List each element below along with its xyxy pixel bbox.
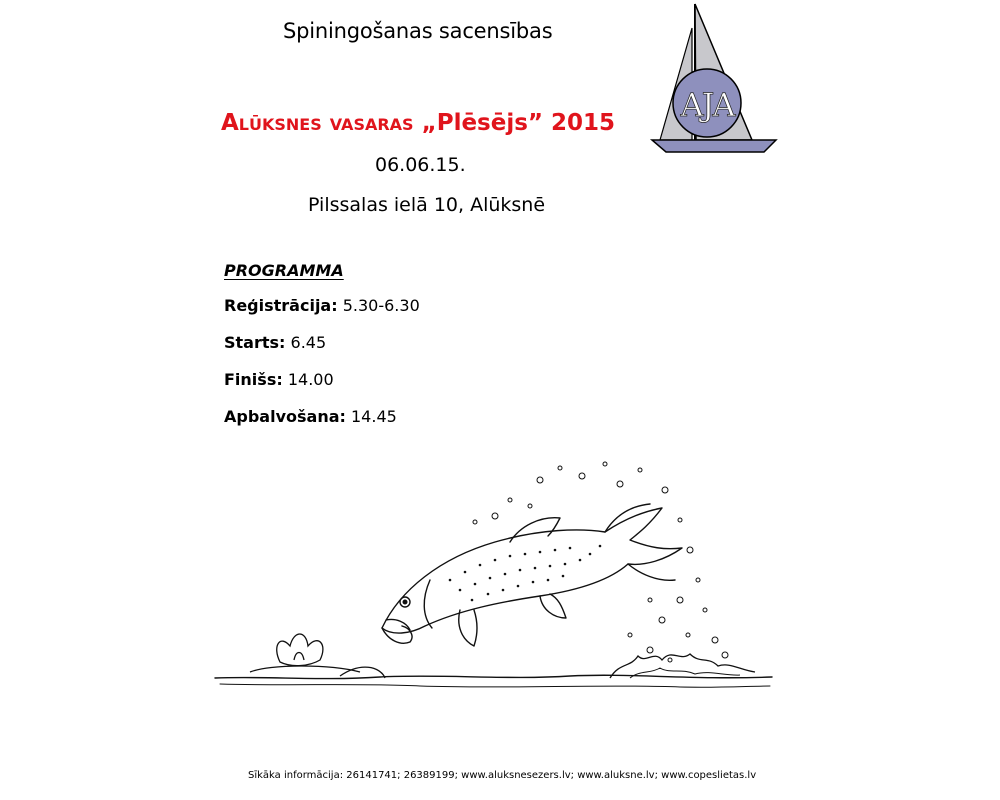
sailboat-logo-icon xyxy=(640,0,780,160)
event-title-quoted: „Plēsējs” xyxy=(421,110,544,136)
program-item-label: Apbalvošana: xyxy=(224,407,346,426)
program-item-value: 5.30-6.30 xyxy=(342,296,420,315)
event-location: Pilssalas ielā 10, Alūksnē xyxy=(308,194,546,216)
program-item xyxy=(224,296,420,315)
program-title: PROGRAMMA xyxy=(224,261,344,280)
footer-contact: Sīkāka informācija: 26141741; 26389199; www.aluksnesezers.lv; www.aluksne.lv; www.copeslietas.lv xyxy=(248,770,757,781)
competition-heading: Spiningošanas sacensības xyxy=(283,19,553,43)
program-item xyxy=(224,333,326,352)
event-title-year: 2015 xyxy=(551,110,616,136)
program-item xyxy=(224,407,397,426)
event-date: 06.06.15. xyxy=(375,154,466,176)
jumping-fish-illustration xyxy=(210,450,780,700)
program-item-label: Starts: xyxy=(224,333,286,352)
event-title-lead: Alūksnes vasaras xyxy=(221,110,414,136)
program-item-label: Finišs: xyxy=(224,370,283,389)
program-item-value: 6.45 xyxy=(290,333,327,352)
program-item-value: 14.45 xyxy=(351,407,397,426)
logo-text: AJA xyxy=(680,86,734,124)
program-item-value: 14.00 xyxy=(287,370,334,389)
program-item-label: Reģistrācija: xyxy=(224,296,338,315)
event-title xyxy=(221,110,615,136)
program-item xyxy=(224,370,334,389)
